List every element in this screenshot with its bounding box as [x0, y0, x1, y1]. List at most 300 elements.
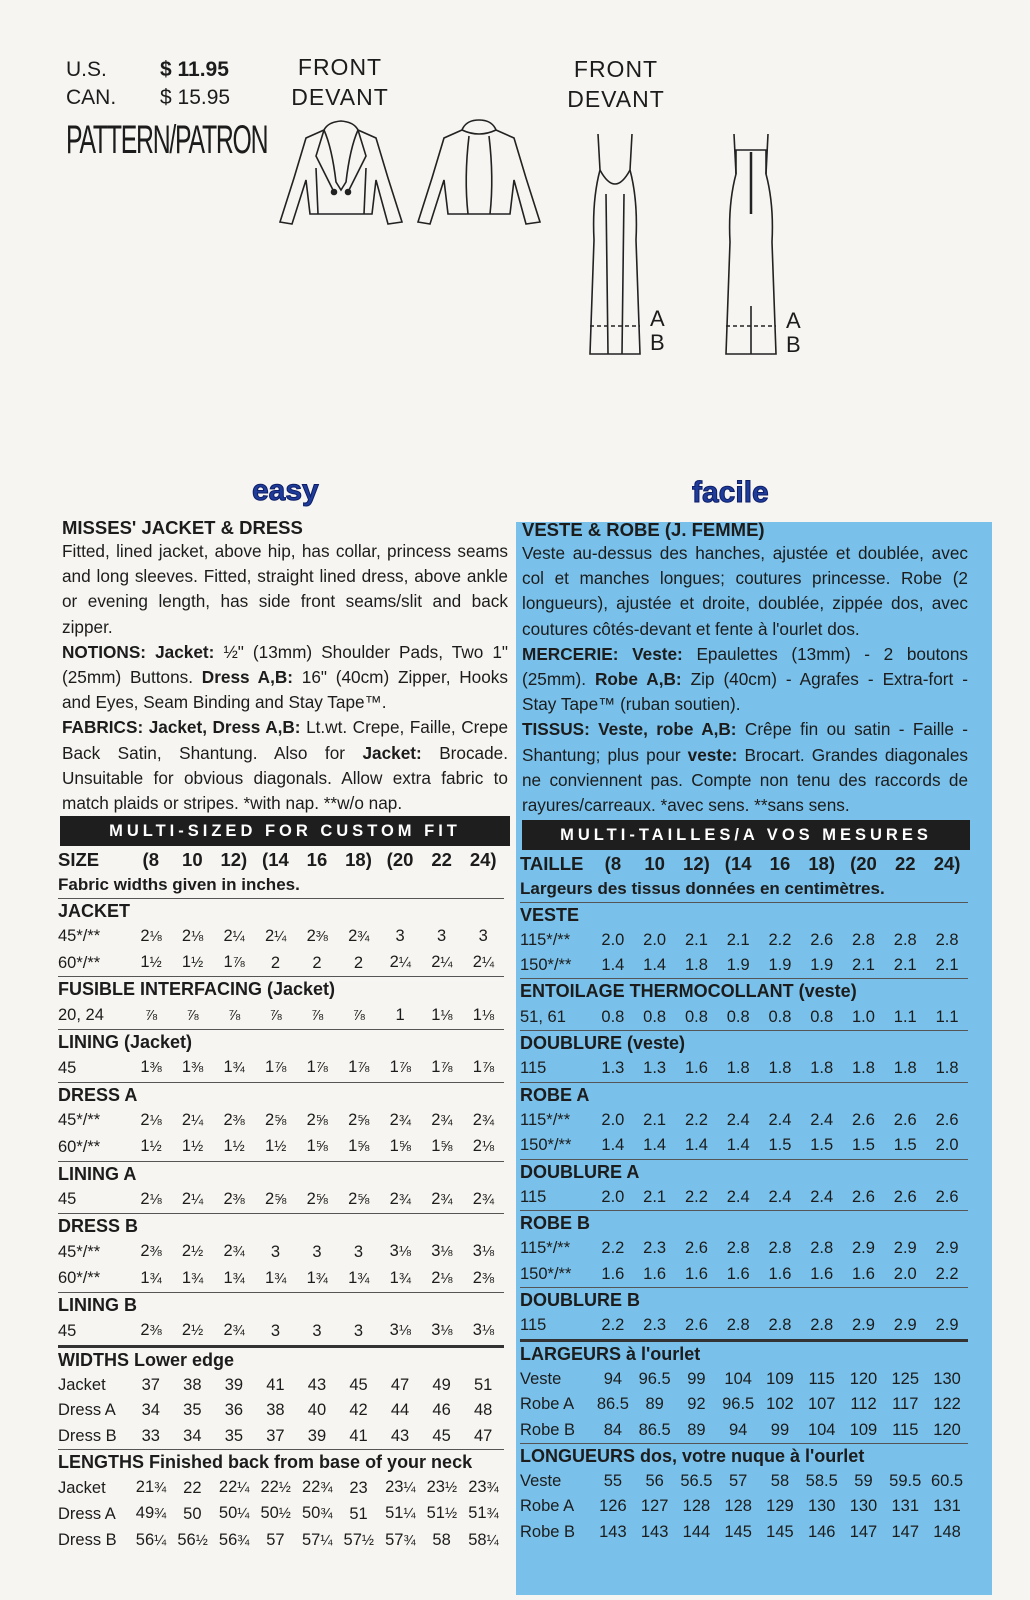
- row-label: 150*/**: [520, 956, 572, 975]
- table-cell: 1¾: [265, 1268, 286, 1287]
- table-cell: 2¼: [472, 953, 494, 972]
- row-label: 60*/**: [58, 953, 101, 972]
- table-cell: 3: [353, 1242, 364, 1261]
- table-cell: 115: [808, 1369, 835, 1388]
- table-cell: 131: [933, 1497, 961, 1516]
- table-cell: 2⅝: [306, 1110, 328, 1129]
- size-header: 22: [431, 849, 452, 870]
- table-cell: 56: [645, 1472, 664, 1491]
- table-cell: 2¾: [472, 1110, 494, 1129]
- dress-back-length-a: A: [786, 308, 801, 333]
- table-cell: 2¾: [389, 1110, 411, 1129]
- table-cell: 2¾: [223, 1242, 245, 1261]
- french-description: Veste au-dessus des hanches, ajustée et doublée, avec col et manches longues; coutures princesse. Robe (2 longueurs), ajustée et droite, doublée, zippée dos, avec coutures côtés-devant et fente à l'ourlet dos.: [522, 543, 968, 639]
- size-header: 18): [808, 853, 836, 874]
- table-cell: 57¼: [301, 1530, 332, 1549]
- section-title: ENTOILAGE THERMOCOLLANT (veste): [520, 979, 968, 1005]
- table-cell: 94: [603, 1369, 623, 1388]
- table-cell: 2.8: [726, 1239, 750, 1258]
- row-label: Dress B: [58, 1531, 117, 1550]
- table-cell: 2½: [181, 1321, 203, 1340]
- table-row: [520, 1469, 968, 1494]
- table-cell: 1¾: [140, 1268, 162, 1287]
- table-row: [520, 1056, 968, 1082]
- table-cell: 2.3: [643, 1239, 667, 1258]
- table-cell: 56.5: [680, 1472, 713, 1491]
- table-cell: 2¼: [265, 926, 286, 945]
- english-fabrics: FABRICS: Jacket, Dress A,B: Lt.wt. Crepe, Faille, Crepe Back Satin, Shantung. Also for Jacket: Brocade. Unsuitable for obvious diagonals. Allow extra fabric to match plaids or stripes. *with nap. **w/o nap.: [62, 717, 509, 814]
- table-cell: 39: [307, 1426, 327, 1445]
- table-cell: 1⅛: [472, 1005, 494, 1024]
- row-label: 45*/**: [58, 1111, 101, 1130]
- table-cell: 99: [687, 1369, 706, 1388]
- table-cell: 3⅛: [472, 1321, 494, 1340]
- table-cell: 2⅜: [306, 926, 328, 945]
- section-title: ROBE A: [520, 1082, 968, 1108]
- table-cell: 2.1: [643, 1187, 667, 1206]
- size-header: (8: [142, 849, 159, 870]
- table-cell: 2.8: [768, 1239, 792, 1258]
- table-cell: 1.9: [768, 956, 792, 975]
- table-cell: 1¾: [389, 1268, 411, 1287]
- size-header: 24): [469, 849, 497, 870]
- table-row: [58, 1266, 504, 1293]
- row-label: Veste: [520, 1472, 562, 1491]
- table-cell: 2⅜: [472, 1268, 494, 1287]
- table-cell: 2.8: [726, 1316, 750, 1335]
- table-cell: 2.8: [810, 1239, 834, 1258]
- table-cell: 1⅝: [306, 1137, 328, 1156]
- section-title: FUSIBLE INTERFACING (Jacket): [58, 977, 504, 1003]
- table-cell: 1½: [181, 953, 203, 972]
- table-cell: 2⅜: [140, 1242, 162, 1261]
- table-cell: 1⅝: [348, 1137, 369, 1156]
- table-cell: 3: [270, 1242, 280, 1261]
- table-cell: ⅞: [352, 1007, 365, 1024]
- table-cell: 46: [432, 1401, 451, 1420]
- table-cell: 2⅝: [348, 1110, 369, 1129]
- table-row: [520, 928, 968, 953]
- can-price: $ 15.95: [160, 86, 231, 109]
- table-cell: 2¾: [389, 1189, 411, 1208]
- table-cell: 3⅛: [389, 1321, 411, 1340]
- table-cell: 58: [770, 1472, 790, 1491]
- section-title: DOUBLURE (veste): [520, 1031, 968, 1057]
- table-cell: 3⅛: [431, 1321, 452, 1340]
- table-cell: 109: [849, 1420, 878, 1439]
- table-cell: 1.6: [726, 1264, 750, 1283]
- easy-badge: easy: [252, 474, 319, 507]
- table-cell: 22¾: [301, 1478, 332, 1497]
- table-cell: 2.6: [810, 930, 834, 949]
- french-size-table: [520, 851, 968, 1545]
- row-label: Robe B: [520, 1420, 576, 1439]
- dress-front-length-a: A: [650, 306, 665, 331]
- table-cell: 1.8: [768, 1059, 792, 1078]
- table-cell: 1.8: [810, 1059, 834, 1078]
- table-cell: 2.0: [601, 1110, 625, 1129]
- table-cell: ⅞: [228, 1007, 240, 1024]
- table-row: [58, 1424, 504, 1450]
- size-header: 16: [769, 853, 791, 874]
- table-cell: 1⅜: [140, 1058, 162, 1077]
- table-row: [520, 1418, 968, 1444]
- table-cell: 0.8: [810, 1007, 834, 1026]
- table-cell: 3: [437, 927, 447, 946]
- table-cell: 143: [640, 1522, 669, 1541]
- row-label: 51, 61: [520, 1007, 566, 1026]
- row-label: 45*/**: [58, 927, 101, 946]
- jacket-back-illustration: [414, 118, 544, 230]
- size-header: 12): [220, 849, 248, 870]
- table-cell: 1.4: [643, 1136, 667, 1155]
- table-cell: 2¼: [389, 953, 411, 972]
- table-cell: 1.9: [726, 956, 750, 975]
- row-label: Dress A: [58, 1401, 116, 1420]
- table-cell: 2¾: [348, 926, 369, 945]
- table-cell: 1⅞: [265, 1058, 286, 1077]
- table-cell: 89: [645, 1395, 664, 1414]
- table-cell: 57¾: [385, 1530, 416, 1549]
- table-cell: 41: [266, 1375, 285, 1394]
- table-cell: 48: [474, 1401, 493, 1420]
- table-cell: 38: [183, 1375, 202, 1394]
- table-row: [58, 924, 504, 950]
- table-cell: 84: [603, 1420, 623, 1439]
- table-cell: 99: [770, 1420, 790, 1439]
- row-label: 115*/**: [520, 930, 571, 949]
- table-cell: 2⅜: [140, 1321, 162, 1340]
- french-mercerie: MERCERIE: Veste: Epaulettes (13mm) - 2 boutons (25mm). Robe A,B: Zip (40cm) - Agrafes - Extra-fort - Stay Tape™ (ruban soutien).: [522, 643, 969, 715]
- table-cell: 2.6: [684, 1239, 708, 1258]
- table-cell: 1.6: [684, 1059, 708, 1078]
- table-cell: 1.4: [726, 1136, 750, 1155]
- table-cell: ⅞: [269, 1007, 282, 1024]
- section-title: DRESS B: [58, 1214, 504, 1240]
- section-title: DOUBLURE B: [520, 1288, 968, 1314]
- size-header: (14: [262, 849, 289, 870]
- table-cell: 1⅞: [431, 1058, 452, 1077]
- table-row: [520, 1133, 968, 1159]
- table-cell: 59.5: [889, 1472, 922, 1491]
- table-cell: 2¼: [181, 1189, 203, 1208]
- table-cell: 104: [807, 1420, 836, 1439]
- table-cell: 3⅛: [389, 1242, 411, 1261]
- table-cell: 22½: [260, 1478, 291, 1497]
- table-cell: 1.8: [935, 1059, 959, 1078]
- table-row: [520, 1236, 968, 1261]
- section-title: DOUBLURE A: [520, 1159, 968, 1185]
- table-cell: 3: [395, 927, 405, 946]
- table-cell: 1.1: [893, 1007, 917, 1026]
- table-cell: 2.8: [935, 930, 959, 949]
- english-notions: NOTIONS: Jacket: ½" (13mm) Shoulder Pads, Two 1" (25mm) Buttons. Dress A,B: 16" (40cm) Zipper, Hooks and Eyes, Seam Binding and Stay Tape™.: [62, 641, 509, 713]
- table-cell: 2.9: [893, 1316, 917, 1335]
- section-title: DRESS A: [58, 1082, 504, 1108]
- english-size-row: [58, 847, 504, 872]
- table-cell: 147: [849, 1522, 878, 1541]
- english-yardage-table: [58, 847, 504, 1554]
- table-cell: 1.9: [810, 956, 834, 975]
- row-label: 45: [58, 1190, 77, 1209]
- table-cell: 86.5: [638, 1420, 671, 1439]
- table-cell: 50½: [260, 1504, 291, 1523]
- table-cell: 2.3: [643, 1316, 667, 1335]
- table-cell: 23: [349, 1478, 368, 1497]
- table-row: [58, 1134, 504, 1161]
- table-cell: 1.5: [893, 1136, 917, 1155]
- table-cell: 1¾: [348, 1268, 369, 1287]
- row-label: 45: [58, 1321, 77, 1340]
- table-cell: 96.5: [722, 1395, 755, 1414]
- table-row: [520, 1185, 968, 1211]
- table-cell: ⅞: [186, 1007, 199, 1024]
- table-cell: 2.2: [935, 1264, 959, 1283]
- table-cell: 60.5: [931, 1472, 964, 1491]
- table-cell: 2.2: [601, 1316, 625, 1335]
- section-title: ROBE B: [520, 1211, 968, 1237]
- table-cell: 22: [183, 1478, 202, 1497]
- table-row: [58, 1055, 504, 1082]
- english-title: MISSES' JACKET & DRESS: [62, 517, 303, 538]
- row-label: 150*/**: [520, 1136, 572, 1155]
- table-cell: 37: [141, 1375, 160, 1394]
- table-cell: 2.2: [684, 1187, 708, 1206]
- table-cell: 51: [474, 1375, 493, 1394]
- can-label: CAN.: [66, 86, 117, 109]
- table-cell: 2¾: [472, 1189, 494, 1208]
- table-cell: 44: [390, 1401, 410, 1420]
- table-cell: 1⅜: [181, 1058, 203, 1077]
- table-cell: 1⅝: [431, 1137, 452, 1156]
- table-cell: 2: [312, 953, 322, 972]
- table-cell: 2: [270, 953, 280, 972]
- table-cell: 2.8: [852, 930, 875, 949]
- table-cell: 57: [729, 1472, 748, 1491]
- table-cell: 47: [474, 1426, 493, 1445]
- table-cell: 2¼: [181, 1110, 203, 1129]
- table-cell: 2.0: [935, 1136, 959, 1155]
- table-cell: 1⅛: [431, 1005, 452, 1024]
- widths-title: LARGEURS à l'ourlet: [520, 1340, 968, 1367]
- table-cell: 43: [307, 1375, 327, 1394]
- table-row: [520, 1108, 968, 1133]
- table-row: [520, 1367, 968, 1392]
- table-cell: 131: [891, 1497, 919, 1516]
- lengths-title: LONGUEURS dos, votre nuque à l'ourlet: [520, 1443, 968, 1469]
- table-cell: 2.4: [726, 1110, 750, 1129]
- jacket-front-illustration: [276, 118, 406, 230]
- table-cell: 2.1: [852, 956, 875, 975]
- table-cell: 2.6: [684, 1316, 708, 1335]
- table-cell: 2¼: [431, 953, 452, 972]
- english-description: Fitted, lined jacket, above hip, has collar, princess seams and long sleeves. Fitted, straight lined dress, above ankle or evening length, has side front seams/slit and back zipper.: [62, 541, 508, 637]
- table-cell: 102: [766, 1395, 794, 1414]
- table-cell: 89: [687, 1420, 706, 1439]
- size-label: SIZE: [58, 849, 100, 870]
- section-title: LINING A: [58, 1161, 504, 1187]
- table-cell: 2⅛: [140, 1189, 162, 1208]
- table-cell: 34: [183, 1426, 202, 1445]
- table-cell: 56¼: [135, 1530, 166, 1549]
- table-cell: 45: [432, 1426, 451, 1445]
- table-cell: 2⅝: [348, 1189, 369, 1208]
- section-title: JACKET: [58, 898, 504, 924]
- table-cell: 2: [353, 953, 364, 972]
- table-cell: 1½: [223, 1137, 245, 1156]
- row-label: Robe A: [520, 1497, 575, 1516]
- pattern-label: PATTERN/PATRON: [66, 118, 268, 162]
- table-cell: 3: [270, 1321, 280, 1340]
- table-cell: 1.6: [852, 1264, 875, 1283]
- table-cell: 2.2: [768, 930, 792, 949]
- table-cell: 1.5: [810, 1136, 834, 1155]
- table-cell: 2.0: [601, 930, 625, 949]
- row-label: 115: [520, 1059, 547, 1078]
- table-row: [58, 1239, 504, 1265]
- table-cell: 2⅛: [140, 1110, 162, 1129]
- row-label: 60*/**: [58, 1269, 101, 1288]
- table-cell: 1.8: [726, 1059, 750, 1078]
- table-row: [58, 1501, 504, 1527]
- size-header: (20: [850, 853, 877, 874]
- table-cell: 1.8: [852, 1059, 875, 1078]
- table-cell: 55: [603, 1472, 623, 1491]
- row-label: Jacket: [58, 1375, 106, 1394]
- table-cell: 1.1: [935, 1007, 959, 1026]
- table-cell: 58.5: [805, 1472, 838, 1491]
- us-price: $ 11.95: [160, 58, 229, 81]
- table-row: [520, 1313, 968, 1340]
- table-cell: 2.9: [935, 1316, 959, 1335]
- table-cell: 2.8: [893, 930, 917, 949]
- table-cell: 2.6: [852, 1110, 875, 1129]
- table-cell: 125: [891, 1369, 919, 1388]
- table-row: [58, 950, 504, 977]
- table-cell: 59: [854, 1472, 873, 1491]
- table-cell: 2.1: [643, 1110, 667, 1129]
- table-row: [520, 953, 968, 979]
- table-cell: 2.0: [893, 1264, 917, 1283]
- table-cell: 2.4: [726, 1187, 750, 1206]
- table-cell: 0.8: [726, 1007, 750, 1026]
- table-cell: 57½: [343, 1530, 374, 1549]
- table-cell: 47: [390, 1375, 410, 1394]
- table-cell: 2⅜: [223, 1189, 245, 1208]
- table-cell: 2.9: [893, 1239, 917, 1258]
- table-cell: 2.9: [852, 1316, 875, 1335]
- table-cell: 107: [807, 1395, 836, 1414]
- table-cell: 1.6: [684, 1264, 708, 1283]
- table-cell: 2.6: [852, 1187, 875, 1206]
- table-cell: 1.5: [768, 1136, 792, 1155]
- table-cell: 128: [724, 1497, 752, 1516]
- table-cell: 1⅝: [389, 1137, 411, 1156]
- size-header: 10: [182, 849, 203, 870]
- table-cell: 1¾: [181, 1268, 203, 1287]
- lengths-title: LENGTHS Finished back from base of your neck: [58, 1449, 504, 1475]
- table-cell: 23½: [426, 1478, 457, 1497]
- english-column: [62, 516, 508, 816]
- table-row: [58, 1318, 504, 1346]
- table-cell: ⅞: [144, 1007, 157, 1024]
- table-cell: 148: [933, 1522, 961, 1541]
- table-cell: 2⅝: [265, 1189, 286, 1208]
- table-row: [520, 1005, 968, 1031]
- table-cell: 1¾: [223, 1268, 245, 1287]
- row-label: 115: [520, 1316, 547, 1335]
- french-tissus: TISSUS: Veste, robe A,B: Crêpe fin ou satin - Faille - Shantung; plus pour veste: Brocart. Grandes diagonales ne conviennent pas. Compte non tenu des raccords de rayures/carreaux. *avec sens. **sans sens.: [522, 719, 969, 816]
- french-multisize-bar: MULTI-TAILLES/A VOS MESURES: [522, 820, 970, 850]
- table-cell: 147: [891, 1522, 919, 1541]
- table-cell: 2⅛: [472, 1137, 494, 1156]
- table-row: [58, 1003, 504, 1030]
- table-cell: 2.6: [893, 1110, 917, 1129]
- table-cell: 1.8: [684, 956, 708, 975]
- table-cell: 1⅞: [348, 1058, 369, 1077]
- table-cell: 38: [266, 1401, 285, 1420]
- table-cell: 49¾: [135, 1504, 166, 1523]
- table-cell: 3: [478, 927, 488, 946]
- table-cell: 145: [724, 1522, 752, 1541]
- table-cell: 143: [599, 1522, 627, 1541]
- table-cell: 112: [850, 1395, 877, 1414]
- size-header: 24): [933, 853, 961, 874]
- table-cell: 2.1: [893, 956, 917, 975]
- table-cell: 51¼: [385, 1504, 416, 1523]
- table-cell: 22¼: [218, 1478, 249, 1497]
- table-cell: 1.6: [601, 1264, 625, 1283]
- table-cell: 35: [183, 1401, 202, 1420]
- dress-back-length-b: B: [786, 332, 801, 357]
- table-cell: 2.4: [768, 1187, 792, 1206]
- table-cell: 2.6: [893, 1187, 917, 1206]
- us-label: U.S.: [66, 58, 107, 81]
- table-cell: 145: [766, 1522, 794, 1541]
- table-cell: 128: [682, 1497, 711, 1516]
- table-row: [58, 1187, 504, 1214]
- table-cell: 2.1: [684, 930, 708, 949]
- table-cell: 1.6: [768, 1264, 792, 1283]
- table-cell: 1.5: [852, 1136, 875, 1155]
- table-cell: 2.1: [726, 930, 750, 949]
- table-cell: 57: [266, 1531, 285, 1550]
- table-cell: 50¾: [301, 1504, 332, 1523]
- table-cell: 2¾: [223, 1321, 245, 1340]
- table-cell: 2⅝: [265, 1110, 286, 1129]
- table-cell: 50: [183, 1504, 202, 1523]
- table-cell: 130: [849, 1497, 878, 1516]
- dress-front-length-b: B: [650, 330, 665, 355]
- section-title: VESTE: [520, 902, 968, 928]
- table-cell: 94: [729, 1420, 748, 1439]
- row-label: 60*/**: [58, 1137, 101, 1156]
- table-cell: 120: [933, 1420, 961, 1439]
- table-cell: 1⅞: [306, 1058, 328, 1077]
- french-yardage-table: [520, 851, 968, 1545]
- table-cell: 2⅛: [181, 926, 203, 945]
- table-cell: 109: [766, 1369, 794, 1388]
- row-label: 115*/**: [520, 1239, 571, 1258]
- french-size-row: [520, 851, 968, 876]
- table-cell: 3⅛: [431, 1242, 452, 1261]
- table-cell: 1½: [265, 1137, 286, 1156]
- fabric-widths-note: Fabric widths given in inches.: [58, 875, 300, 895]
- english-multisize-bar: MULTI-SIZED FOR CUSTOM FIT: [60, 816, 510, 846]
- table-cell: 39: [224, 1375, 244, 1394]
- table-row: [58, 1108, 504, 1134]
- row-label: 45: [58, 1058, 77, 1077]
